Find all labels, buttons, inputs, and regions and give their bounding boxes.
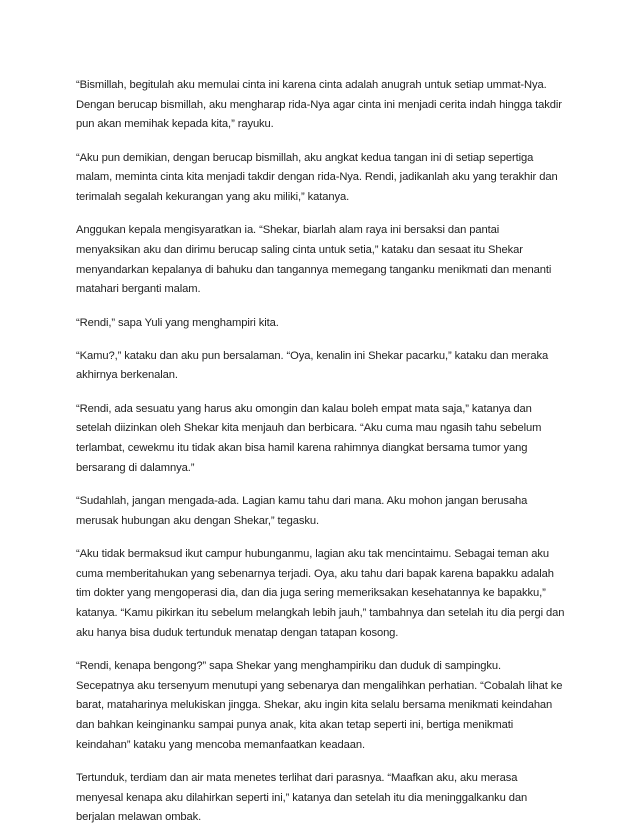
paragraph-line: “Kamu?,” kataku dan aku pun bersalaman. “Oya, kenalin ini Shekar pacarku,” kataku dan meraka (76, 349, 549, 362)
paragraph-line: “Sudahlah, jangan mengada-ada. Lagian kamu tahu dari mana. Aku mohon jangan berusaha (76, 494, 528, 507)
paragraph-line: katanya. “Kamu pikirkan itu sebelum melangkah lebih jauh,” tambahnya dan setelah itu dia pergi dan (76, 606, 565, 619)
paragraph-line: terlambat, cewekmu itu tidak akan bisa hamil karena rahimnya diangkat bersama tumor yang (76, 442, 528, 455)
paragraph-line: terimalah segalah kekurangan yang aku miliki,” katanya. (76, 191, 350, 204)
story-paragraph (76, 314, 586, 334)
paragraph-line: barat, mataharinya melukiskan jingga. Shekar, aku ingin kita selalu bersama menikmati keindahan (76, 699, 553, 712)
paragraph-line: “Rendi, kenapa bengong?” sapa Shekar yang menghampiriku dan duduk di sampingku. (76, 659, 501, 672)
paragraph-line: Dengan berucap bismillah, aku mengharap rida-Nya agar cinta ini menjadi cerita indah hingga takdir (76, 98, 562, 111)
story-paragraph (76, 221, 586, 300)
paragraph-line: Secepatnya aku tersenyum menutupi yang sebenarya dan mengalihkan perhatian. “Cobalah lihat ke (76, 679, 563, 692)
paragraph-line: merusak hubungan aku dengan Shekar,” tegasku. (76, 514, 320, 527)
paragraph-line: “Rendi, ada sesuatu yang harus aku omongin dan kalau boleh empat mata saja,” katanya dan (76, 402, 532, 415)
story-body (76, 76, 586, 828)
paragraph-line: Anggukan kepala mengisyaratkan ia. “Shekar, biarlah alam raya ini bersaksi dan pantai (76, 224, 500, 237)
story-paragraph (76, 76, 586, 135)
paragraph-line: malam, meminta cinta kita menjadi takdir dengan rida-Nya. Rendi, jadikanlah aku yang terakhir dan (76, 171, 558, 184)
paragraph-line: menyesal kenapa aku dilahirkan seperti ini,” katanya dan setelah itu dia meninggalkanku dan (76, 791, 528, 804)
paragraph-line: menyaksikan aku dan dirimu berucap saling cinta untuk setia,” kataku dan sesaat itu Shekar (76, 243, 523, 256)
paragraph-line: keindahan” kataku yang mencoba memanfaatkan keadaan. (76, 738, 365, 751)
paragraph-line: matahari berganti malam. (76, 283, 201, 296)
story-paragraph (76, 347, 586, 386)
story-paragraph (76, 400, 586, 479)
story-paragraph (76, 769, 586, 828)
paragraph-line: “Bismillah, begitulah aku memulai cinta ini karena cinta adalah anugrah untuk setiap ummat-Nya. (76, 79, 547, 91)
paragraph-line: aku hanya bisa duduk tertunduk menatap dengan tatapan kosong. (76, 626, 399, 639)
paragraph-line: Tertunduk, terdiam dan air mata menetes terlihat dari parasnya. “Maafkan aku, aku merasa (76, 771, 518, 784)
story-paragraph (76, 657, 586, 756)
paragraph-line: cuma memberitahukan yang sebenarnya terjadi. Oya, aku tahu dari bapak karena bapakku adalah (76, 567, 554, 580)
paragraph-line: dan bahkan keinginanku sampai punya anak, kita akan tetap seperti ini, bertiga menikmati (76, 718, 514, 731)
story-paragraph (76, 545, 586, 644)
paragraph-line: “Rendi,” sapa Yuli yang menghampiri kita. (76, 316, 279, 329)
paragraph-line: “Aku tidak bermaksud ikut campur hubunganmu, lagian aku tak mencintaimu. Sebagai teman aku (76, 547, 549, 560)
paragraph-line: pun akan memihak kepada kita,” rayuku. (76, 118, 274, 131)
paragraph-line: akhirnya berkenalan. (76, 369, 178, 382)
story-paragraph (76, 149, 586, 208)
paragraph-line: “Aku pun demikian, dengan berucap bismillah, aku angkat kedua tangan ini di setiap sepertiga (76, 151, 534, 164)
paragraph-line: berjalan melawan ombak. (76, 811, 202, 824)
story-paragraph (76, 492, 586, 531)
paragraph-line: menyandarkan kepalanya di bahuku dan tangannya memegang tanganku menikmati dan menanti (76, 263, 552, 276)
paragraph-line: bersarang di dalamnya.” (76, 461, 195, 474)
paragraph-line: tim dokter yang mengoperasi dia, dan dia juga sering memeriksakan kesehatannya ke bapakku,” (76, 587, 546, 600)
paragraph-line: setelah diizinkan oleh Shekar kita menjauh dan berbicara. “Aku cuma mau ngasih tahu sebelum (76, 422, 542, 435)
